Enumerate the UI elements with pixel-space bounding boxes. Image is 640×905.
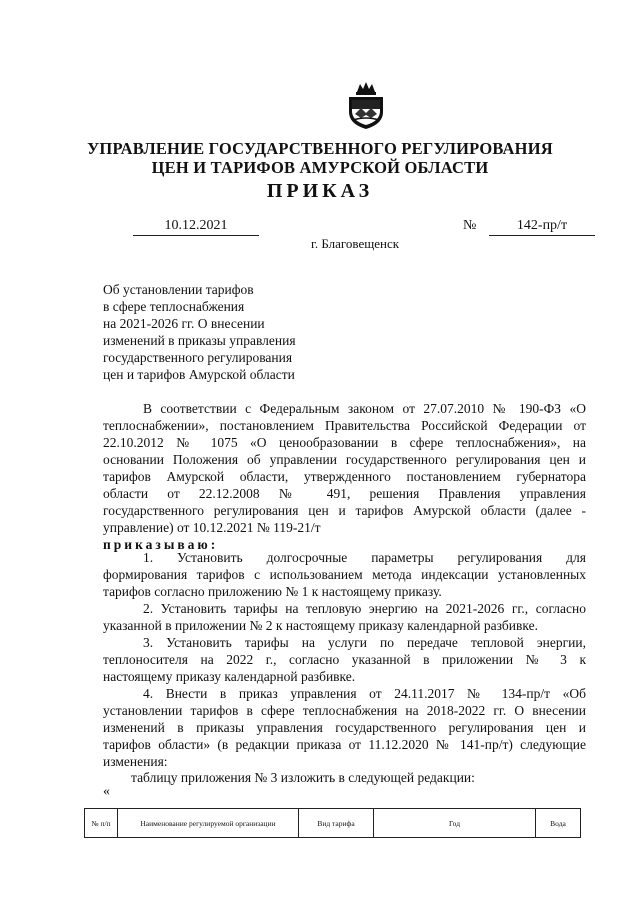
preamble-paragraph [103, 400, 586, 553]
item-line: тарифов области» (в редакции приказа от 11.12.2020 № 141-пр/т) следующие [103, 737, 586, 752]
preamble-line: В соответствии с Федеральным законом от 27.07.2010 № 190-ФЗ «О [143, 401, 586, 416]
document-type-title: ПРИКАЗ [266, 180, 374, 202]
org-name-line-2: ЦЕН И ТАРИФОВ АМУРСКОЙ ОБЛАСТИ [151, 158, 489, 177]
order-item-2 [103, 600, 586, 634]
item-line: 1. Установить долгосрочные параметры регулирования для [143, 550, 586, 565]
table-header-cell: Год [374, 809, 536, 838]
order-item-3 [103, 634, 586, 685]
preamble-line: теплоснабжении», постановлением Правительства Российской Федерации от [103, 418, 586, 433]
subject-line: цен и тарифов Амурской области [103, 367, 295, 382]
item-line: тарифов согласно приложению № 1 к настоящему приказу. [103, 584, 442, 599]
subject-line: на 2021-2026 гг. О внесении [103, 316, 265, 331]
item-line: 3. Установить тарифы на услуги по передаче тепловой энергии, [143, 635, 586, 650]
table-header-cell: Вид тарифа [299, 809, 374, 838]
subject-line: государственного регулирования [103, 350, 293, 365]
item-line: настоящему приказу календарной разбивке. [103, 669, 356, 684]
subject-line: изменений в приказы управления [103, 333, 296, 348]
table-header-cell: Наименование регулируемой организации [118, 809, 299, 838]
table-header-cell: Вода [536, 809, 581, 838]
item-line: изменения: [103, 754, 168, 769]
item-line: указанной в приложении № 2 к настоящему приказу календарной разбивке. [103, 618, 538, 633]
amur-region-coat-of-arms-icon [343, 80, 389, 130]
preamble-line: государственного регулирования цен и тарифов Амурской области (далее - [103, 503, 586, 518]
subject-line: Об установлении тарифов [103, 282, 254, 297]
order-subject [103, 281, 318, 383]
tariff-table [84, 808, 581, 838]
org-name-line-1: УПРАВЛЕНИЕ ГОСУДАРСТВЕННОГО РЕГУЛИРОВАНИЯ [87, 139, 553, 158]
item-line: теплоносителя на 2022 г., согласно указанной в приложении № 3 к [103, 652, 586, 667]
preamble-line: 22.10.2012 № 1075 «О ценообразовании в сфере теплоснабжения», на [103, 435, 586, 450]
preamble-line: основании Положения об управлении государственного регулирования цен и [103, 452, 586, 467]
item-line: 2. Установить тарифы на тепловую энергию на 2021-2026 гг., согласно [143, 601, 586, 616]
open-quote: « [103, 784, 110, 799]
item-line: установлении тарифов в сфере теплоснабжения на 2018-2022 гг. О внесении [103, 703, 586, 718]
preamble-line: тарифов Амурской области, утвержденного постановлением губернатора [103, 469, 586, 484]
order-number: 142-пр/т [489, 218, 595, 236]
order-item-4 [103, 685, 586, 770]
order-item-1 [103, 549, 586, 600]
preamble-line: управление) от 10.12.2021 № 119-21/т [103, 520, 321, 535]
decree-word: приказываю: [103, 537, 219, 552]
item-line: 4. Внести в приказ управления от 24.11.2017 № 134-пр/т «Об [143, 686, 586, 701]
table-header-row [85, 809, 581, 838]
order-date: 10.12.2021 [133, 218, 259, 236]
preamble-line: области от 22.12.2008 № 491, решения Правления управления [103, 486, 586, 501]
city-name: г. Благовещенск [310, 236, 400, 251]
table-header-cell: № п/п [85, 809, 118, 838]
subject-line: в сфере теплоснабжения [103, 299, 245, 314]
table-intro-text: таблицу приложения № 3 изложить в следующей редакции: [131, 770, 475, 785]
item-line: изменений в приказы управления государственного регулирования цен и [103, 720, 586, 735]
item-line: формирования тарифов с использованием метода индексации установленных [103, 567, 586, 582]
number-sign: № [463, 218, 477, 233]
